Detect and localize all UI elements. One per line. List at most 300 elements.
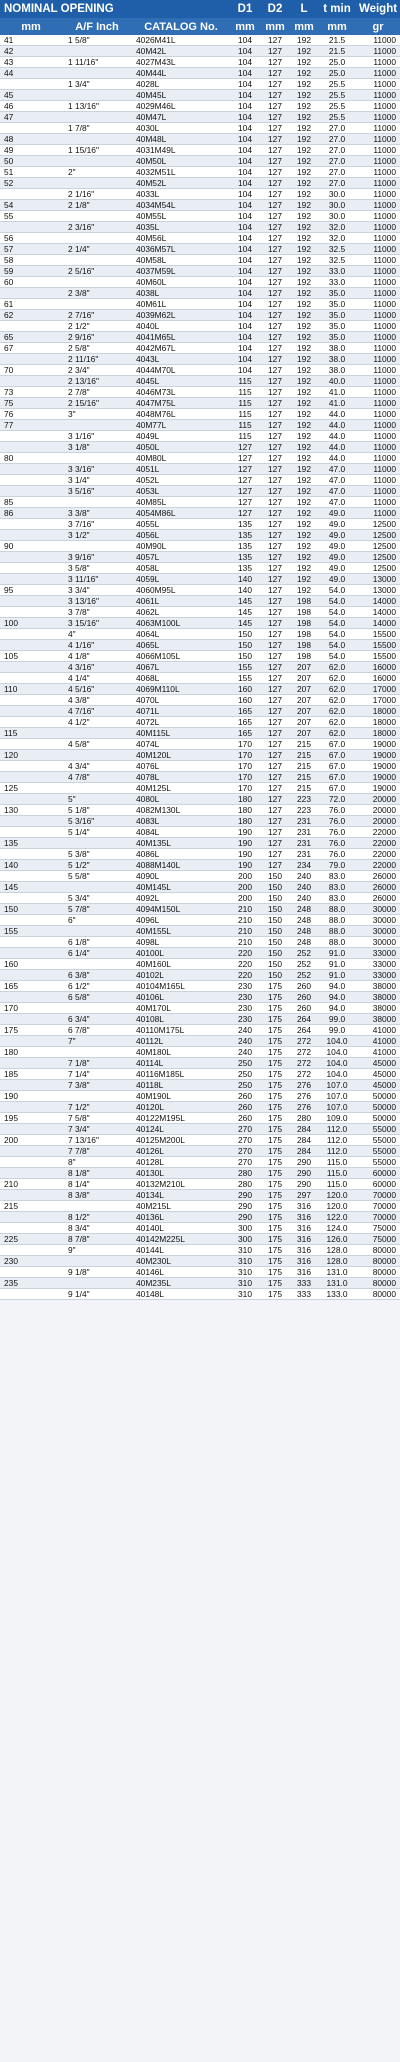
opening-mm-cell: 155 bbox=[0, 926, 62, 937]
d2-cell: 127 bbox=[260, 57, 290, 68]
opening-mm-cell bbox=[0, 794, 62, 805]
t-min-cell: 88.0 bbox=[318, 915, 356, 926]
catalog-no-cell: 4051L bbox=[132, 464, 230, 475]
weight-cell: 41000 bbox=[356, 1025, 400, 1036]
t-min-cell: 67.0 bbox=[318, 750, 356, 761]
d2-cell: 127 bbox=[260, 112, 290, 123]
d1-cell: 260 bbox=[230, 1113, 260, 1124]
weight-cell: 19000 bbox=[356, 772, 400, 783]
catalog-no-cell: 4039M62L bbox=[132, 310, 230, 321]
catalog-no-cell: 4040L bbox=[132, 321, 230, 332]
opening-mm-cell: 46 bbox=[0, 101, 62, 112]
l-cell: 240 bbox=[290, 882, 318, 893]
weight-cell: 11000 bbox=[356, 398, 400, 409]
af-inch-cell: 2 1/2" bbox=[62, 321, 132, 332]
l-cell: 284 bbox=[290, 1124, 318, 1135]
af-inch-cell: 4 5/8" bbox=[62, 739, 132, 750]
l-cell: 192 bbox=[290, 123, 318, 134]
opening-mm-cell: 44 bbox=[0, 68, 62, 79]
table-row bbox=[0, 981, 400, 992]
t-min-cell: 54.0 bbox=[318, 651, 356, 662]
weight-cell: 11000 bbox=[356, 288, 400, 299]
table-row bbox=[0, 453, 400, 464]
weight-cell: 22000 bbox=[356, 849, 400, 860]
t-min-cell: 62.0 bbox=[318, 673, 356, 684]
l-cell: 192 bbox=[290, 376, 318, 387]
table-row bbox=[0, 827, 400, 838]
catalog-no-cell: 4078L bbox=[132, 772, 230, 783]
weight-cell: 38000 bbox=[356, 1014, 400, 1025]
table-row bbox=[0, 332, 400, 343]
d1-cell: 135 bbox=[230, 563, 260, 574]
l-cell: 192 bbox=[290, 101, 318, 112]
d1-cell: 155 bbox=[230, 673, 260, 684]
table-row bbox=[0, 442, 400, 453]
catalog-no-cell: 4070L bbox=[132, 695, 230, 706]
d1-cell: 165 bbox=[230, 706, 260, 717]
d1-cell: 127 bbox=[230, 497, 260, 508]
header-row-top bbox=[0, 0, 400, 18]
af-inch-cell: 2 3/16" bbox=[62, 222, 132, 233]
t-min-cell: 99.0 bbox=[318, 1014, 356, 1025]
af-inch-cell bbox=[62, 926, 132, 937]
d2-cell: 150 bbox=[260, 959, 290, 970]
d1-cell: 170 bbox=[230, 772, 260, 783]
table-row bbox=[0, 640, 400, 651]
t-min-cell: 94.0 bbox=[318, 981, 356, 992]
opening-mm-cell: 100 bbox=[0, 618, 62, 629]
opening-mm-cell bbox=[0, 970, 62, 981]
opening-mm-cell: 52 bbox=[0, 178, 62, 189]
t-min-cell: 131.0 bbox=[318, 1278, 356, 1289]
l-cell: 284 bbox=[290, 1146, 318, 1157]
table-row bbox=[0, 1069, 400, 1080]
opening-mm-cell: 195 bbox=[0, 1113, 62, 1124]
d2-cell: 127 bbox=[260, 365, 290, 376]
d1-cell: 104 bbox=[230, 365, 260, 376]
opening-mm-cell: 215 bbox=[0, 1201, 62, 1212]
catalog-no-cell: 40134L bbox=[132, 1190, 230, 1201]
d2-cell: 175 bbox=[260, 981, 290, 992]
d1-cell: 104 bbox=[230, 35, 260, 46]
d2-cell: 175 bbox=[260, 1047, 290, 1058]
d1-cell: 104 bbox=[230, 68, 260, 79]
catalog-no-cell: 4047M75L bbox=[132, 398, 230, 409]
catalog-no-cell: 4049L bbox=[132, 431, 230, 442]
table-row bbox=[0, 1190, 400, 1201]
weight-cell: 60000 bbox=[356, 1168, 400, 1179]
t-min-cell: 47.0 bbox=[318, 475, 356, 486]
opening-mm-cell: 86 bbox=[0, 508, 62, 519]
weight-cell: 80000 bbox=[356, 1278, 400, 1289]
t-min-cell: 25.0 bbox=[318, 68, 356, 79]
t-min-cell: 112.0 bbox=[318, 1135, 356, 1146]
table-row bbox=[0, 1014, 400, 1025]
table-row bbox=[0, 618, 400, 629]
d2-cell: 127 bbox=[260, 574, 290, 585]
d1-cell: 250 bbox=[230, 1069, 260, 1080]
af-inch-cell: 5 3/8" bbox=[62, 849, 132, 860]
l-cell: 192 bbox=[290, 156, 318, 167]
weight-cell: 18000 bbox=[356, 706, 400, 717]
catalog-no-cell: 4043L bbox=[132, 354, 230, 365]
d2-cell: 127 bbox=[260, 772, 290, 783]
t-min-cell: 99.0 bbox=[318, 1025, 356, 1036]
d1-cell: 115 bbox=[230, 409, 260, 420]
table-row bbox=[0, 101, 400, 112]
d1-cell: 180 bbox=[230, 816, 260, 827]
t-min-cell: 62.0 bbox=[318, 706, 356, 717]
weight-cell: 19000 bbox=[356, 750, 400, 761]
d2-cell: 127 bbox=[260, 244, 290, 255]
d2-cell: 175 bbox=[260, 1212, 290, 1223]
weight-header: Weight bbox=[356, 0, 400, 18]
catalog-no-cell: 40M58L bbox=[132, 255, 230, 266]
l-cell: 248 bbox=[290, 926, 318, 937]
l-cell: 240 bbox=[290, 893, 318, 904]
opening-mm-cell: 51 bbox=[0, 167, 62, 178]
t-min-cell: 76.0 bbox=[318, 816, 356, 827]
table-row bbox=[0, 629, 400, 640]
catalog-no-cell: 4055L bbox=[132, 519, 230, 530]
t-min-cell: 32.0 bbox=[318, 233, 356, 244]
catalog-no-cell: 4046M73L bbox=[132, 387, 230, 398]
d1-cell: 260 bbox=[230, 1091, 260, 1102]
catalog-no-cell: 40M45L bbox=[132, 90, 230, 101]
af-inch-cell: 3" bbox=[62, 409, 132, 420]
opening-mm-cell: 48 bbox=[0, 134, 62, 145]
catalog-no-cell: 4035L bbox=[132, 222, 230, 233]
d1-cell: 310 bbox=[230, 1245, 260, 1256]
d1-cell: 135 bbox=[230, 541, 260, 552]
af-inch-cell bbox=[62, 882, 132, 893]
d2-cell: 127 bbox=[260, 431, 290, 442]
l-cell: 207 bbox=[290, 673, 318, 684]
d2-cell: 127 bbox=[260, 838, 290, 849]
t-min-cell: 54.0 bbox=[318, 596, 356, 607]
af-inch-cell: 2 1/4" bbox=[62, 244, 132, 255]
catalog-no-header: CATALOG No. bbox=[132, 18, 230, 35]
l-cell: 252 bbox=[290, 948, 318, 959]
opening-mm-cell bbox=[0, 827, 62, 838]
opening-mm-cell: 58 bbox=[0, 255, 62, 266]
weight-cell: 11000 bbox=[356, 200, 400, 211]
t-min-cell: 27.0 bbox=[318, 178, 356, 189]
d1-cell: 210 bbox=[230, 915, 260, 926]
d2-cell: 127 bbox=[260, 310, 290, 321]
weight-cell: 11000 bbox=[356, 321, 400, 332]
l-cell: 248 bbox=[290, 904, 318, 915]
table-row bbox=[0, 904, 400, 915]
d1-cell: 170 bbox=[230, 750, 260, 761]
weight-cell: 70000 bbox=[356, 1190, 400, 1201]
opening-mm-cell: 59 bbox=[0, 266, 62, 277]
weight-cell: 38000 bbox=[356, 981, 400, 992]
d1-cell: 104 bbox=[230, 332, 260, 343]
af-inch-cell bbox=[62, 211, 132, 222]
af-inch-cell: 3 5/8" bbox=[62, 563, 132, 574]
table-row bbox=[0, 717, 400, 728]
weight-cell: 33000 bbox=[356, 948, 400, 959]
af-inch-cell: 3 13/16" bbox=[62, 596, 132, 607]
table-row bbox=[0, 178, 400, 189]
t-min-cell: 35.0 bbox=[318, 310, 356, 321]
af-inch-cell: 5 1/2" bbox=[62, 860, 132, 871]
d1-cell: 170 bbox=[230, 783, 260, 794]
d2-cell: 150 bbox=[260, 937, 290, 948]
d2-cell: 127 bbox=[260, 552, 290, 563]
table-row bbox=[0, 398, 400, 409]
d2-cell: 127 bbox=[260, 849, 290, 860]
weight-cell: 11000 bbox=[356, 497, 400, 508]
weight-cell: 16000 bbox=[356, 662, 400, 673]
d1-cell: 140 bbox=[230, 585, 260, 596]
opening-mm-cell bbox=[0, 1212, 62, 1223]
t-min-unit: mm bbox=[318, 18, 356, 35]
t-min-header: t min bbox=[318, 0, 356, 18]
d2-cell: 175 bbox=[260, 1201, 290, 1212]
af-inch-cell: 4 3/4" bbox=[62, 761, 132, 772]
d2-cell: 127 bbox=[260, 35, 290, 46]
t-min-cell: 88.0 bbox=[318, 926, 356, 937]
t-min-cell: 44.0 bbox=[318, 420, 356, 431]
weight-cell: 15500 bbox=[356, 640, 400, 651]
table-row bbox=[0, 915, 400, 926]
opening-mm-cell: 230 bbox=[0, 1256, 62, 1267]
t-min-cell: 88.0 bbox=[318, 937, 356, 948]
catalog-no-cell: 40M56L bbox=[132, 233, 230, 244]
l-cell: 223 bbox=[290, 794, 318, 805]
l-cell: 192 bbox=[290, 112, 318, 123]
weight-cell: 80000 bbox=[356, 1267, 400, 1278]
t-min-cell: 41.0 bbox=[318, 398, 356, 409]
table-row bbox=[0, 992, 400, 1003]
af-inch-cell: 8 7/8" bbox=[62, 1234, 132, 1245]
catalog-no-cell: 4032M51L bbox=[132, 167, 230, 178]
af-inch-cell bbox=[62, 178, 132, 189]
opening-mm-cell bbox=[0, 464, 62, 475]
af-inch-cell bbox=[62, 728, 132, 739]
l-cell: 192 bbox=[290, 354, 318, 365]
catalog-no-cell: 4094M150L bbox=[132, 904, 230, 915]
table-row bbox=[0, 816, 400, 827]
weight-cell: 11000 bbox=[356, 156, 400, 167]
af-inch-cell: 4 1/4" bbox=[62, 673, 132, 684]
table-row bbox=[0, 695, 400, 706]
t-min-cell: 131.0 bbox=[318, 1267, 356, 1278]
t-min-cell: 91.0 bbox=[318, 970, 356, 981]
t-min-cell: 49.0 bbox=[318, 552, 356, 563]
d1-cell: 310 bbox=[230, 1256, 260, 1267]
table-row bbox=[0, 420, 400, 431]
opening-mm-cell: 140 bbox=[0, 860, 62, 871]
d1-cell: 190 bbox=[230, 838, 260, 849]
af-inch-cell: 3 3/8" bbox=[62, 508, 132, 519]
d2-cell: 175 bbox=[260, 1168, 290, 1179]
d1-cell: 200 bbox=[230, 893, 260, 904]
af-inch-cell: 1 7/8" bbox=[62, 123, 132, 134]
l-cell: 192 bbox=[290, 475, 318, 486]
opening-mm-cell bbox=[0, 915, 62, 926]
weight-cell: 75000 bbox=[356, 1234, 400, 1245]
d1-cell: 280 bbox=[230, 1179, 260, 1190]
d2-cell: 175 bbox=[260, 1278, 290, 1289]
opening-mm-cell bbox=[0, 288, 62, 299]
l-cell: 215 bbox=[290, 750, 318, 761]
d2-cell: 150 bbox=[260, 915, 290, 926]
d2-cell: 127 bbox=[260, 167, 290, 178]
table-row bbox=[0, 244, 400, 255]
d1-cell: 127 bbox=[230, 486, 260, 497]
opening-mm-cell: 76 bbox=[0, 409, 62, 420]
table-row bbox=[0, 266, 400, 277]
af-inch-cell: 7 1/8" bbox=[62, 1058, 132, 1069]
l-cell: 192 bbox=[290, 387, 318, 398]
d1-cell: 104 bbox=[230, 79, 260, 90]
t-min-cell: 76.0 bbox=[318, 827, 356, 838]
af-inch-cell: 4 7/8" bbox=[62, 772, 132, 783]
t-min-cell: 54.0 bbox=[318, 618, 356, 629]
d2-cell: 127 bbox=[260, 827, 290, 838]
catalog-no-cell: 40M77L bbox=[132, 420, 230, 431]
d1-cell: 180 bbox=[230, 794, 260, 805]
table-row bbox=[0, 222, 400, 233]
weight-cell: 11000 bbox=[356, 35, 400, 46]
d1-cell: 180 bbox=[230, 805, 260, 816]
weight-cell: 12500 bbox=[356, 552, 400, 563]
t-min-cell: 49.0 bbox=[318, 574, 356, 585]
catalog-no-cell: 40M160L bbox=[132, 959, 230, 970]
catalog-no-cell: 4062L bbox=[132, 607, 230, 618]
d2-cell: 127 bbox=[260, 233, 290, 244]
catalog-no-cell: 4027M43L bbox=[132, 57, 230, 68]
catalog-no-cell: 40M235L bbox=[132, 1278, 230, 1289]
t-min-cell: 35.0 bbox=[318, 299, 356, 310]
af-inch-cell: 6 1/2" bbox=[62, 981, 132, 992]
af-inch-cell bbox=[62, 299, 132, 310]
catalog-no-cell: 4036M57L bbox=[132, 244, 230, 255]
l-cell: 192 bbox=[290, 222, 318, 233]
af-inch-cell: 4 1/16" bbox=[62, 640, 132, 651]
table-row bbox=[0, 211, 400, 222]
d2-cell: 127 bbox=[260, 376, 290, 387]
d2-cell: 127 bbox=[260, 805, 290, 816]
table-row bbox=[0, 926, 400, 937]
d2-cell: 127 bbox=[260, 717, 290, 728]
af-inch-cell: 2 15/16" bbox=[62, 398, 132, 409]
l-cell: 207 bbox=[290, 695, 318, 706]
af-inch-cell: 3 15/16" bbox=[62, 618, 132, 629]
table-row bbox=[0, 79, 400, 90]
d2-cell: 127 bbox=[260, 739, 290, 750]
t-min-cell: 21.5 bbox=[318, 46, 356, 57]
weight-cell: 11000 bbox=[356, 420, 400, 431]
catalog-no-cell: 40M115L bbox=[132, 728, 230, 739]
weight-cell: 11000 bbox=[356, 57, 400, 68]
catalog-no-cell: 40118L bbox=[132, 1080, 230, 1091]
catalog-no-cell: 40M61L bbox=[132, 299, 230, 310]
d1-cell: 190 bbox=[230, 827, 260, 838]
l-cell: 192 bbox=[290, 442, 318, 453]
l-cell: 192 bbox=[290, 233, 318, 244]
table-row bbox=[0, 288, 400, 299]
af-inch-cell: 6 5/8" bbox=[62, 992, 132, 1003]
weight-cell: 11000 bbox=[356, 167, 400, 178]
opening-mm-cell bbox=[0, 596, 62, 607]
d1-cell: 104 bbox=[230, 57, 260, 68]
catalog-no-cell: 40M90L bbox=[132, 541, 230, 552]
d1-cell: 135 bbox=[230, 552, 260, 563]
af-inch-cell: 7 5/8" bbox=[62, 1113, 132, 1124]
table-row bbox=[0, 1201, 400, 1212]
d2-cell: 127 bbox=[260, 222, 290, 233]
d2-cell: 150 bbox=[260, 882, 290, 893]
catalog-no-cell: 40144L bbox=[132, 1245, 230, 1256]
table-row bbox=[0, 1278, 400, 1289]
t-min-cell: 30.0 bbox=[318, 200, 356, 211]
weight-cell: 80000 bbox=[356, 1245, 400, 1256]
d1-cell: 230 bbox=[230, 1014, 260, 1025]
af-inch-cell: 7 7/8" bbox=[62, 1146, 132, 1157]
d1-cell: 145 bbox=[230, 596, 260, 607]
catalog-no-cell: 40148L bbox=[132, 1289, 230, 1300]
weight-cell: 11000 bbox=[356, 189, 400, 200]
t-min-cell: 62.0 bbox=[318, 695, 356, 706]
t-min-cell: 67.0 bbox=[318, 783, 356, 794]
catalog-no-cell: 4068L bbox=[132, 673, 230, 684]
d2-cell: 127 bbox=[260, 200, 290, 211]
d1-cell: 127 bbox=[230, 442, 260, 453]
af-inch-cell bbox=[62, 497, 132, 508]
weight-cell: 11000 bbox=[356, 211, 400, 222]
af-inch-cell: 7" bbox=[62, 1036, 132, 1047]
weight-cell: 11000 bbox=[356, 178, 400, 189]
d1-cell: 104 bbox=[230, 189, 260, 200]
table-row bbox=[0, 354, 400, 365]
weight-cell: 11000 bbox=[356, 79, 400, 90]
l-cell: 192 bbox=[290, 409, 318, 420]
t-min-cell: 44.0 bbox=[318, 409, 356, 420]
d2-cell: 127 bbox=[260, 156, 290, 167]
opening-mm-cell bbox=[0, 739, 62, 750]
catalog-no-cell: 4065L bbox=[132, 640, 230, 651]
catalog-no-cell: 40124L bbox=[132, 1124, 230, 1135]
table-row bbox=[0, 563, 400, 574]
table-row bbox=[0, 464, 400, 475]
opening-mm-cell bbox=[0, 1223, 62, 1234]
t-min-cell: 38.0 bbox=[318, 354, 356, 365]
weight-cell: 11000 bbox=[356, 486, 400, 497]
d1-cell: 250 bbox=[230, 1058, 260, 1069]
opening-mm-cell bbox=[0, 1190, 62, 1201]
weight-cell: 45000 bbox=[356, 1069, 400, 1080]
t-min-cell: 104.0 bbox=[318, 1058, 356, 1069]
opening-mm-cell bbox=[0, 706, 62, 717]
af-inch-cell: 3 3/16" bbox=[62, 464, 132, 475]
table-row bbox=[0, 530, 400, 541]
l-cell: 198 bbox=[290, 629, 318, 640]
d1-cell: 150 bbox=[230, 651, 260, 662]
mm-header: mm bbox=[0, 18, 62, 35]
catalog-no-cell: 4064L bbox=[132, 629, 230, 640]
opening-mm-cell: 54 bbox=[0, 200, 62, 211]
table-row bbox=[0, 68, 400, 79]
opening-mm-cell bbox=[0, 1058, 62, 1069]
opening-mm-cell bbox=[0, 222, 62, 233]
weight-cell: 19000 bbox=[356, 761, 400, 772]
opening-mm-cell bbox=[0, 563, 62, 574]
l-cell: 198 bbox=[290, 640, 318, 651]
